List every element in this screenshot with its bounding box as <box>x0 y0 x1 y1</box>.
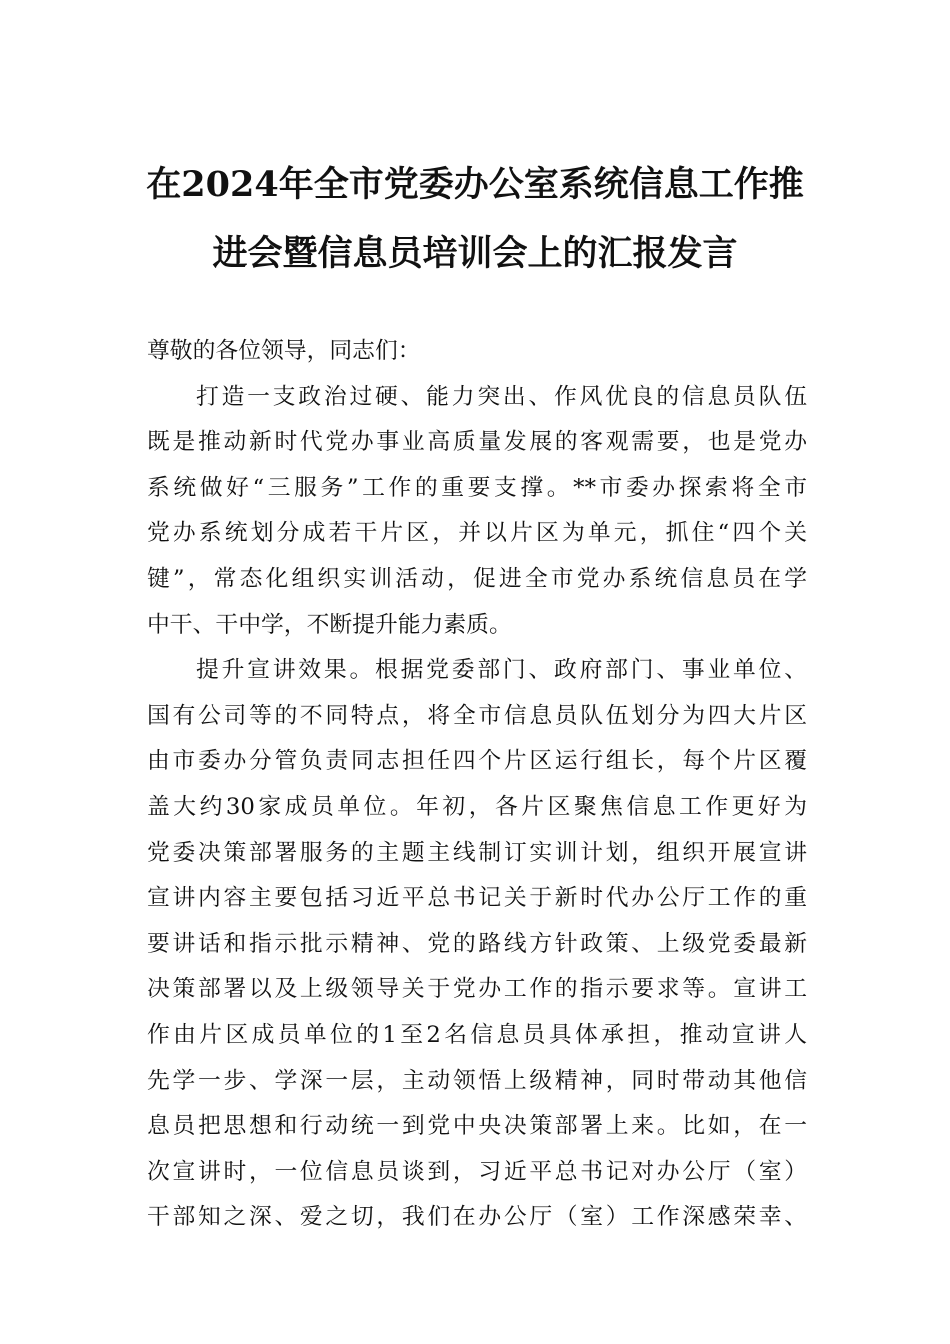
paragraph-2-line: 党委决策部署服务的主题主线制订实训计划，组织开展宣讲 <box>147 839 807 866</box>
paragraph-2-line: 次宣讲时，一位信息员谈到，习近平总书记对办公厅（室） <box>147 1158 807 1185</box>
paragraph-1-line: 打造一支政治过硬、能力突出、作风优良的信息员队伍 <box>196 383 807 410</box>
salutation: 尊敬的各位领导，同志们： <box>147 338 421 364</box>
paragraph-1-line: 党办系统划分成若干片区，并以片区为单元，抓住“四个关 <box>147 520 807 547</box>
paragraph-1-line: 中干、干中学，不断提升能力素质。 <box>147 611 512 638</box>
paragraph-2-line: 先学一步、学深一层，主动领悟上级精神，同时带动其他信 <box>147 1067 807 1094</box>
document-body <box>147 329 807 1241</box>
paragraph-2-line: 决策部署以及上级领导关于党办工作的指示要求等。宣讲工 <box>147 976 807 1003</box>
paragraph-2-line: 干部知之深、爱之切，我们在办公厅（室）工作深感荣幸、 <box>147 1204 807 1231</box>
paragraph-2-line: 要讲话和指示批示精神、党的路线方针政策、上级党委最新 <box>147 930 807 957</box>
paragraph-2-line: 国有公司等的不同特点，将全市信息员队伍划分为四大片区 <box>147 702 807 729</box>
document-title-line-1: 在2024年全市党委办公室系统信息工作推 <box>146 164 804 205</box>
paragraph-2-line: 由市委办分管负责同志担任四个片区运行组长，每个片区覆 <box>147 748 807 775</box>
paragraph-2-line: 提升宣讲效果。根据党委部门、政府部门、事业单位、 <box>196 657 807 684</box>
paragraph-1-line: 键”，常态化组织实训活动，促进全市党办系统信息员在学 <box>147 565 807 592</box>
paragraph-2-line: 息员把思想和行动统一到党中央决策部署上来。比如，在一 <box>147 1113 807 1140</box>
document-title-line-2: 进会暨信息员培训会上的汇报发言 <box>212 233 738 274</box>
paragraph-2-line: 作由片区成员单位的1至2名信息员具体承担，推动宣讲人 <box>147 1021 807 1048</box>
paragraph-2-line: 宣讲内容主要包括习近平总书记关于新时代办公厅工作的重 <box>147 885 807 912</box>
paragraph-1-line: 既是推动新时代党办事业高质量发展的客观需要，也是党办 <box>147 429 807 456</box>
paragraph-2-line: 盖大约30家成员单位。年初，各片区聚焦信息工作更好为 <box>147 793 807 820</box>
paragraph-1-line: 系统做好“三服务”工作的重要支撑。**市委办探索将全市 <box>147 474 807 501</box>
